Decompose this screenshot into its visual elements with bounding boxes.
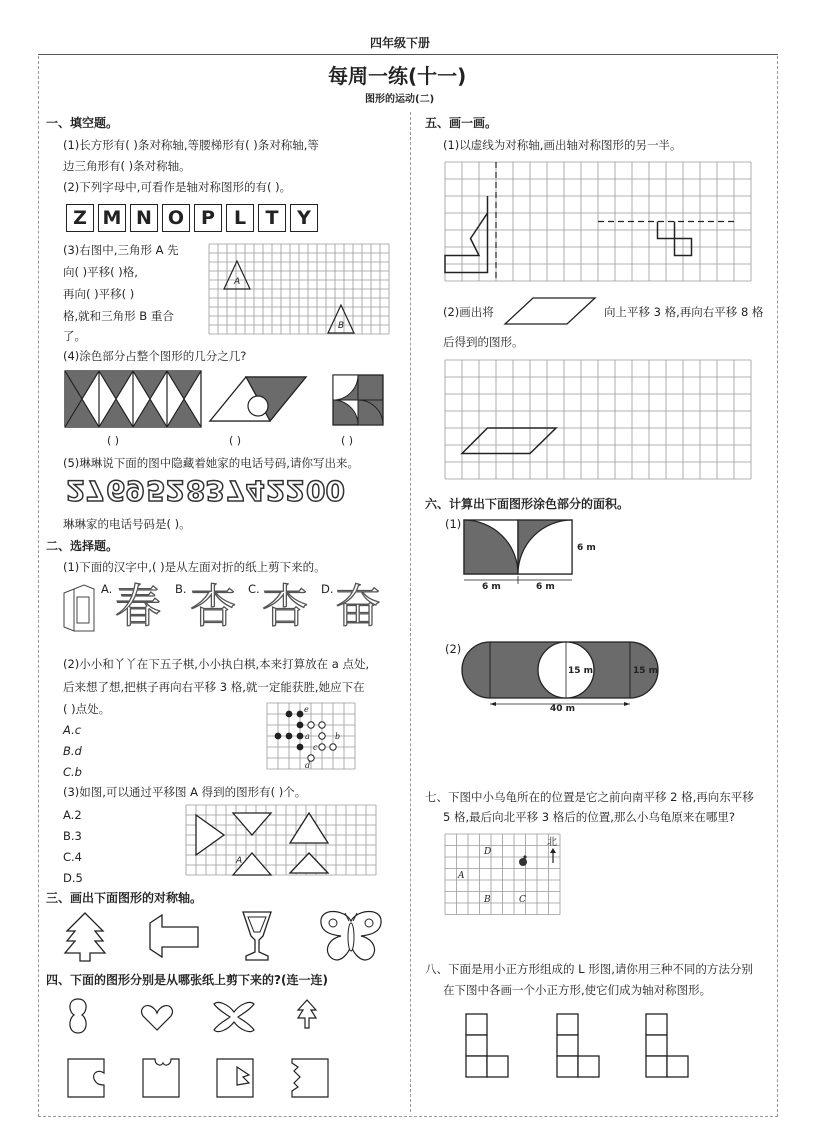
point-c: C — [519, 895, 526, 905]
s1-q5: (5)琳琳说下面的图中隐藏着她家的电话号码,请你写出来。 — [63, 456, 359, 470]
cutout-peanut — [66, 997, 90, 1035]
s5-q2c: 后得到的图形。 — [443, 335, 524, 349]
gomoku-board — [267, 703, 363, 769]
dim-6m-bottom-left: 6 m — [482, 582, 501, 592]
folded-paper-icon — [62, 583, 96, 633]
point-b: B — [484, 895, 491, 905]
phone-digits: 83 — [186, 474, 225, 507]
phone-digits: 27 — [66, 474, 105, 507]
s1-q3-line: 格,就和三角形 B 重合 — [63, 309, 174, 323]
phone-digits: 00 — [306, 474, 345, 507]
q3-label-a: A — [236, 856, 243, 866]
s2-q1: (1)下面的汉字中,( )是从左面对折的纸上剪下来的。 — [63, 560, 326, 574]
option-a-char: 春 — [115, 579, 161, 633]
paper-square-3 — [215, 1057, 255, 1099]
section-3-heading: 三、画出下面图形的对称轴。 — [46, 891, 203, 905]
dim-15m-inner: 15 m — [568, 666, 594, 676]
s2-q2-line: (2)小小和丫丫在下五子棋,小小执白棋,本来打算放在 a 点处, — [63, 657, 370, 671]
l-shape-1 — [465, 1013, 515, 1079]
column-divider — [410, 112, 411, 1112]
north-arrow-icon — [549, 848, 557, 864]
section-4-heading: 四、下面的图形分别是从哪张纸上剪下来的?(连一连) — [46, 973, 328, 987]
translation-grid — [209, 244, 389, 336]
s1-q3-line: (3)右图中,三角形 A 先 — [63, 243, 179, 257]
s5-q1: (1)以虚线为对称轴,画出轴对称图形的另一半。 — [443, 138, 682, 152]
dim-15m-outer: 15 m — [633, 666, 659, 676]
section-2-heading: 二、选择题。 — [46, 539, 119, 553]
letter-box: Z — [66, 204, 94, 232]
triangle-b-label: B — [338, 321, 345, 331]
s1-q3-line: 向( )平移( )格, — [63, 265, 138, 279]
section-1-heading: 一、填空题。 — [46, 116, 119, 130]
tree-arrow-figure — [63, 911, 107, 963]
letter-box: T — [258, 204, 286, 232]
s2-q2-option: C.b — [63, 765, 82, 779]
option-d-char: 奋 — [335, 579, 381, 633]
s2-q2-line: ( )点处。 — [63, 702, 111, 716]
option-a-label: A. — [101, 582, 113, 596]
s1-q3-line: 再向( )平移( ) — [63, 287, 135, 301]
option-c-label: C. — [248, 582, 260, 596]
triangle-translation-grid — [186, 805, 376, 877]
phone-digits: 69 — [106, 474, 145, 507]
letter-box: Y — [290, 204, 318, 232]
s2-q2-option: A.c — [63, 723, 82, 737]
point-a: a — [305, 732, 310, 741]
section-6-heading: 六、计算出下面图形涂色部分的面积。 — [425, 497, 630, 511]
s1-q3-line: 了。 — [63, 329, 86, 343]
shaded-square-figure — [333, 375, 383, 425]
s1-q2: (2)下列字母中,可看作是轴对称图形的有( )。 — [63, 180, 292, 194]
cutout-x-shape — [212, 1000, 256, 1034]
option-c-char: 杏 — [262, 579, 308, 633]
paper-square-2 — [141, 1057, 181, 1099]
symmetry-drawing-grid — [445, 162, 751, 282]
letter-box: L — [226, 204, 254, 232]
s2-q3-option: D.5 — [63, 871, 83, 885]
s8-line2: 在下图中各画一个小正方形,使它们成为轴对称图形。 — [443, 983, 712, 997]
answer-paren: ( ) — [229, 434, 242, 447]
point-c: c — [313, 743, 318, 752]
letter-box: M — [98, 204, 126, 232]
grade-label: 四年级下册 — [370, 36, 431, 50]
north-label: 北 — [547, 837, 557, 848]
goblet-figure — [240, 910, 274, 962]
quarter-circle-figure — [462, 518, 612, 590]
s7-line2: 5 格,最后向北平移 3 格后的位置,那么小乌龟原来在哪里? — [443, 810, 736, 824]
s1-q1-line2: 边三角形有( )条对称轴。 — [63, 159, 191, 173]
cutout-heart — [140, 1004, 174, 1032]
phone-digits: 22 — [266, 474, 305, 507]
header-rule — [38, 54, 778, 55]
option-d-label: D. — [321, 582, 334, 596]
s2-q3-option: B.3 — [63, 829, 82, 843]
letter-box: P — [194, 204, 222, 232]
s5-q2b: 向上平移 3 格,再向右平移 8 格 — [604, 305, 764, 319]
phone-digits: 74 — [226, 474, 265, 507]
s2-q2-option: B.d — [63, 744, 82, 758]
s1-q5-answer: 琳琳家的电话号码是( )。 — [63, 517, 191, 531]
s2-q2-line: 后来想了想,把棋子再向右平移 3 格,就一定能获胜,她应下在 — [63, 680, 365, 694]
point-d: D — [484, 847, 492, 857]
paper-square-1 — [66, 1057, 106, 1099]
parallelogram-reference — [503, 296, 597, 326]
letter-box: N — [130, 204, 158, 232]
page-title: 每周一练(十一) — [328, 64, 467, 88]
point-d: d — [305, 761, 311, 770]
s7-line1: 七、下图中小乌龟所在的位置是它之前向南平移 2 格,再向东平移 — [425, 790, 754, 804]
triangle-a-label: A — [234, 277, 241, 287]
answer-paren: ( ) — [107, 434, 120, 447]
l-shape-2 — [556, 1013, 606, 1079]
s8-line1: 八、下面是用小正方形组成的 L 形图,请你用三种不同的方法分别 — [425, 962, 753, 976]
phone-digits: 52 — [146, 474, 185, 507]
s2-q3-option: C.4 — [63, 850, 83, 864]
section-5-heading: 五、画一画。 — [425, 116, 498, 130]
arrow-shape-figure — [148, 913, 200, 959]
point-e: e — [304, 705, 309, 714]
shaded-parallelogram-figure — [210, 375, 306, 423]
translation-drawing-grid — [445, 360, 751, 480]
dim-40m: 40 m — [550, 704, 576, 714]
dim-6m-bottom-right: 6 m — [536, 582, 555, 592]
s2-q3: (3)如图,可以通过平移图 A 得到的图形有( )个。 — [63, 785, 307, 799]
l-shape-3 — [645, 1013, 695, 1079]
option-b-label: B. — [175, 582, 187, 596]
s6-q2-label: (2) — [445, 642, 462, 656]
stadium-figure — [462, 640, 662, 712]
s1-q4: (4)涂色部分占整个图形的几分之几? — [63, 349, 247, 363]
point-b: b — [335, 732, 341, 741]
letter-box: O — [162, 204, 190, 232]
dim-6m-right: 6 m — [577, 543, 596, 553]
page-subtitle: 图形的运动(二) — [365, 94, 435, 105]
s2-q3-option: A.2 — [63, 808, 82, 822]
point-a: A — [458, 871, 465, 881]
s6-q1-label: (1) — [445, 517, 462, 531]
answer-paren: ( ) — [341, 434, 354, 447]
s5-q2a: (2)画出将 — [443, 305, 494, 319]
s1-q1-line1: (1)长方形有( )条对称轴,等腰梯形有( )条对称轴,等 — [63, 138, 319, 152]
paper-square-4 — [290, 1057, 330, 1099]
butterfly-figure — [317, 909, 385, 963]
cutout-tree — [295, 998, 319, 1032]
shaded-rect-figure — [65, 371, 201, 427]
option-b-char: 杏 — [190, 579, 236, 633]
